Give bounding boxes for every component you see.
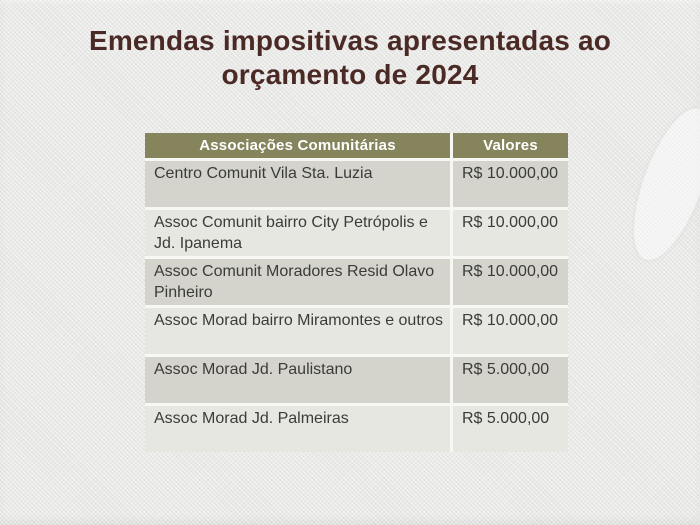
- table-row-association: Assoc Morad bairro Miramontes e outros: [145, 308, 450, 354]
- slide-title-line-2: orçamento de 2024: [221, 59, 479, 91]
- table-row-association: Centro Comunit Vila Sta. Luzia: [145, 161, 450, 207]
- petal-shape: [618, 99, 700, 269]
- slide-title: [0, 24, 700, 92]
- table-row-association: Assoc Comunit bairro City Petrópolis e Jd. Ipanema: [145, 210, 450, 256]
- table-row-value: R$ 10.000,00: [453, 259, 568, 305]
- slide-title-line-1: Emendas impositivas apresentadas ao: [88, 25, 612, 56]
- table-row-value: R$ 10.000,00: [453, 210, 568, 256]
- column-header-associations: Associações Comunitárias: [145, 133, 450, 158]
- budget-table: [145, 133, 568, 452]
- table-row-association: Assoc Morad Jd. Paulistano: [145, 357, 450, 403]
- table-row-association: Assoc Comunit Moradores Resid Olavo Pinheiro: [145, 259, 450, 305]
- table-row-value: R$ 5.000,00: [453, 357, 568, 403]
- column-header-values: Valores: [453, 133, 568, 158]
- table-row-value: R$ 10.000,00: [453, 308, 568, 354]
- table-row-value: R$ 5.000,00: [453, 406, 568, 452]
- table-row-value: R$ 10.000,00: [453, 161, 568, 207]
- table-row-association: Assoc Morad Jd. Palmeiras: [145, 406, 450, 452]
